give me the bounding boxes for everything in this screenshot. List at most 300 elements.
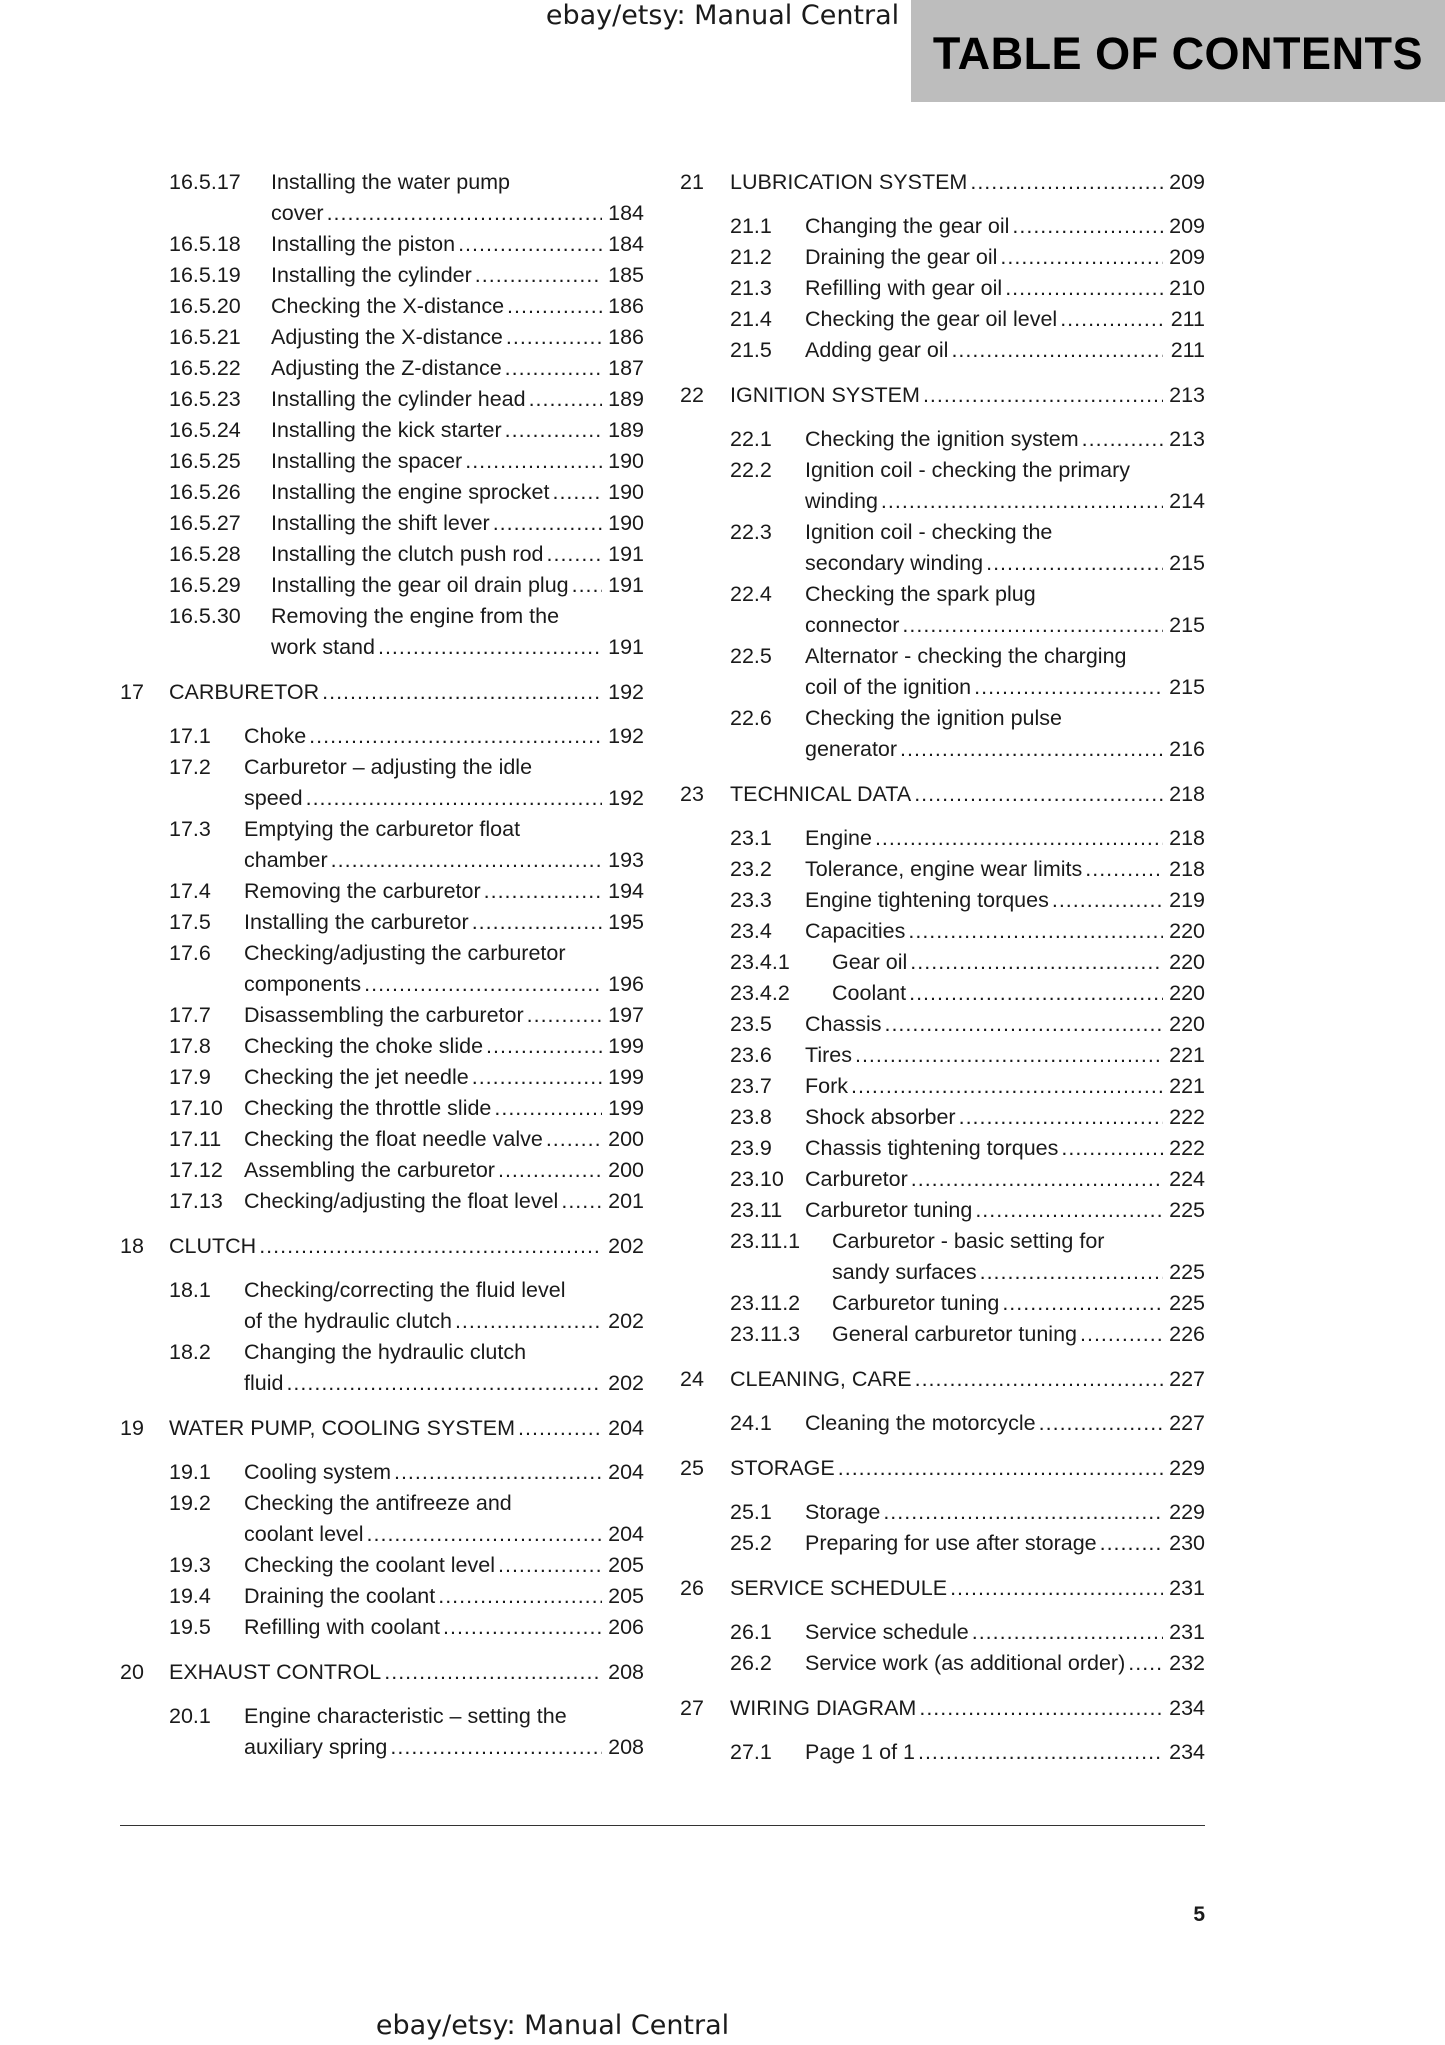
toc-entry-title: connector [805,613,900,637]
toc-entry-page: 225 [1169,1198,1205,1222]
toc-entry-page: 200 [608,1158,644,1182]
toc-entry[interactable] [680,1453,1205,1484]
toc-entry-page: 186 [608,294,644,318]
toc-entry[interactable] [120,539,644,570]
toc-entry-page: 184 [608,201,644,225]
toc-entry[interactable] [680,1408,1205,1439]
toc-entry-page: 189 [608,387,644,411]
toc-leader-dots [908,916,1163,947]
toc-entry[interactable] [680,1226,1205,1288]
toc-leader-dots [527,1000,602,1031]
toc-entry-page: 225 [1169,1291,1205,1315]
toc-entry-page: 218 [1169,782,1205,806]
toc-entry[interactable] [680,1164,1205,1195]
toc-entry-number: 17.10 [169,1096,223,1120]
toc-entry-number: 17.11 [169,1127,222,1151]
toc-entry-number: 17.4 [169,879,211,903]
toc-entry-title: Service schedule [805,1620,969,1644]
toc-entry-number: 21.3 [730,276,772,300]
toc-leader-dots [494,1093,602,1124]
toc-leader-dots [259,1231,602,1262]
toc-entry[interactable] [120,1581,644,1612]
toc-leader-dots [975,1195,1163,1226]
toc-entry[interactable] [680,1617,1205,1648]
toc-leader-dots [875,823,1163,854]
toc-entry-number: 23.1 [730,826,772,850]
toc-entry[interactable] [120,814,644,876]
toc-leader-dots [980,1257,1163,1288]
toc-leader-dots [1039,1408,1163,1439]
toc-entry-title: Checking the choke slide [244,1034,484,1058]
toc-entry-number: 19.3 [169,1553,211,1577]
toc-entry-number: 23.6 [730,1043,772,1067]
toc-entry-number: 22.4 [730,582,772,606]
toc-entry[interactable] [680,579,1205,641]
toc-entry-title: Refilling with coolant [244,1615,440,1639]
toc-entry[interactable] [680,1040,1205,1071]
toc-entry-number: 18.1 [169,1278,211,1302]
toc-entry[interactable] [680,424,1205,455]
toc-entry-title: Chassis [805,1012,882,1036]
toc-entry-number: 25.2 [730,1531,772,1555]
toc-leader-dots [498,1550,602,1581]
toc-entry-title: CARBURETOR [169,680,320,704]
toc-entry-number: 16.5.23 [169,387,241,411]
toc-entry-title: Service work (as additional order) [805,1651,1126,1675]
toc-entry-title: WIRING DIAGRAM [730,1696,917,1720]
toc-entry-number: 23.4.2 [730,981,790,1005]
toc-entry[interactable] [680,1573,1205,1604]
toc-entry[interactable] [680,380,1205,411]
toc-entry-title: Checking the throttle slide [244,1096,492,1120]
toc-leader-dots [914,779,1163,810]
toc-entry[interactable] [120,1337,644,1399]
toc-entry[interactable] [120,167,644,229]
toc-entry-number: 25.1 [730,1500,772,1524]
toc-entry[interactable] [680,885,1205,916]
toc-entry-number: 17.12 [169,1158,223,1182]
toc-entry-page: 220 [1169,919,1205,943]
toc-column-right [680,167,1205,1768]
toc-entry-page: 210 [1169,276,1205,300]
toc-entry-page: 199 [608,1065,644,1089]
toc-entry[interactable] [680,211,1205,242]
toc-entry-title: Coolant [832,981,907,1005]
toc-entry-title: generator [805,737,898,761]
toc-entry[interactable] [120,322,644,353]
toc-entry[interactable] [120,1186,644,1217]
toc-entry[interactable] [120,752,644,814]
toc-entry-title: sandy surfaces [832,1260,977,1284]
toc-entry-page: 215 [1169,675,1205,699]
toc-entry-title: Checking the coolant level [244,1553,495,1577]
toc-entry-page: 209 [1169,170,1205,194]
toc-entry[interactable] [120,415,644,446]
toc-entry-title: Installing the gear oil drain plug [271,573,569,597]
toc-entry-number: 23.11.2 [730,1291,801,1315]
toc-entry-number: 18 [120,1234,144,1258]
toc-entry-title: Ignition coil - checking the primary [805,458,1131,482]
toc-entry[interactable] [120,1550,644,1581]
toc-entry[interactable] [120,1457,644,1488]
toc-entry-page: 227 [1169,1411,1205,1435]
toc-leader-dots [970,167,1163,198]
toc-entry-page: 192 [608,786,644,810]
toc-entry-page: 213 [1169,383,1205,407]
toc-entry-number: 26 [680,1576,704,1600]
toc-entry[interactable] [120,601,644,663]
toc-entry[interactable] [680,1528,1205,1559]
toc-entry-number: 16.5.21 [169,325,241,349]
toc-entry[interactable] [120,229,644,260]
toc-entry-page: 231 [1169,1576,1205,1600]
header-banner [911,0,1445,102]
toc-leader-dots [900,734,1163,765]
toc-entry-title: Engine characteristic – setting the [244,1704,567,1728]
toc-entry-number: 18.2 [169,1340,211,1364]
toc-entry-title: Storage [805,1500,881,1524]
toc-entry[interactable] [680,779,1205,810]
toc-entry[interactable] [680,641,1205,703]
toc-entry[interactable] [680,916,1205,947]
toc-entry-number: 16.5.26 [169,480,241,504]
toc-leader-dots [902,610,1163,641]
toc-leader-dots [322,677,602,708]
toc-entry-number: 23.4 [730,919,772,943]
toc-entry-title: coil of the ignition [805,675,972,699]
toc-leader-dots [910,947,1163,978]
toc-entry-number: 19 [120,1416,144,1440]
toc-entry[interactable] [120,260,644,291]
toc-entry-title: Gear oil [832,950,908,974]
toc-entry-number: 17.7 [169,1003,211,1027]
toc-entry-page: 192 [608,680,644,704]
toc-entry[interactable] [120,446,644,477]
toc-entry-page: 199 [608,1034,644,1058]
toc-leader-dots [855,1040,1163,1071]
toc-entry[interactable] [120,1701,644,1763]
toc-entry[interactable] [680,273,1205,304]
toc-entry[interactable] [120,477,644,508]
toc-entry[interactable] [680,1364,1205,1395]
toc-entry-number: 22.3 [730,520,772,544]
page-number: 5 [1193,1903,1205,1926]
toc-entry-title: CLEANING, CARE [730,1367,912,1391]
toc-entry-page: 194 [608,879,644,903]
toc-entry[interactable] [120,1062,644,1093]
toc-entry-title: IGNITION SYSTEM [730,383,920,407]
toc-leader-dots [498,1155,602,1186]
toc-entry-page: 197 [608,1003,644,1027]
toc-entry-page: 196 [608,972,644,996]
toc-entry-number: 23.8 [730,1105,772,1129]
toc-entry-page: 221 [1169,1043,1205,1067]
toc-entry[interactable] [680,823,1205,854]
toc-entry-page: 190 [608,480,644,504]
toc-entry[interactable] [680,1071,1205,1102]
toc-entry-title: Refilling with gear oil [805,276,1003,300]
toc-entry[interactable] [120,570,644,601]
toc-leader-dots [546,1124,602,1155]
toc-leader-dots [364,969,602,1000]
toc-leader-dots [1128,1648,1163,1679]
toc-entry-page: 195 [608,910,644,934]
toc-entry-title: Carburetor tuning [805,1198,973,1222]
toc-entry-page: 218 [1169,857,1205,881]
toc-entry[interactable] [120,938,644,1000]
toc-entry-title: Checking/correcting the fluid level [244,1278,566,1302]
toc-entry-title: Carburetor – adjusting the idle [244,755,533,779]
toc-entry-title: Chassis tightening torques [805,1136,1059,1160]
toc-entry[interactable] [680,304,1205,335]
toc-entry-page: 206 [608,1615,644,1639]
toc-entry-title: Installing the piston [271,232,456,256]
toc-entry-title: Engine [805,826,872,850]
toc-entry[interactable] [120,677,644,708]
toc-leader-dots [438,1581,602,1612]
toc-entry-number: 16.5.20 [169,294,241,318]
toc-leader-dots [923,380,1163,411]
toc-entry-page: 211 [1170,307,1205,331]
toc-entry[interactable] [120,1000,644,1031]
toc-leader-dots [529,384,602,415]
toc-entry-page: 229 [1169,1456,1205,1480]
toc-entry-page: 200 [608,1127,644,1151]
toc-entry-page: 220 [1169,981,1205,1005]
toc-entry-title: Changing the hydraulic clutch [244,1340,527,1364]
toc-entry[interactable] [680,1009,1205,1040]
toc-entry-number: 27 [680,1696,704,1720]
toc-entry-title: Installing the cylinder head [271,387,526,411]
toc-leader-dots [367,1519,602,1550]
toc-leader-dots [1052,885,1163,916]
toc-entry[interactable] [680,854,1205,885]
toc-leader-dots [505,353,602,384]
toc-entry[interactable] [120,1413,644,1444]
toc-entry-number: 26.2 [730,1651,772,1675]
toc-entry[interactable] [680,1693,1205,1724]
toc-leader-dots [486,1031,602,1062]
toc-leader-dots [838,1453,1163,1484]
toc-entry-number: 17.6 [169,941,211,965]
toc-entry[interactable] [680,703,1205,765]
toc-leader-dots [506,322,602,353]
toc-entry[interactable] [120,384,644,415]
toc-entry[interactable] [680,167,1205,198]
toc-entry-page: 201 [608,1189,644,1213]
toc-entry[interactable] [680,978,1205,1009]
toc-entry-title: Checking the spark plug [805,582,1036,606]
toc-entry-number: 16.5.29 [169,573,241,597]
toc-entry-title: LUBRICATION SYSTEM [730,170,968,194]
toc-entry[interactable] [680,947,1205,978]
toc-entry-title: Preparing for use after storage [805,1531,1097,1555]
toc-entry[interactable] [680,335,1205,366]
toc-entry-number: 19.1 [169,1460,211,1484]
toc-entry-page: 214 [1169,489,1205,513]
toc-entry-title: SERVICE SCHEDULE [730,1576,948,1600]
toc-entry-number: 20 [120,1660,144,1684]
toc-entry-title: Removing the carburetor [244,879,481,903]
toc-entry-title: WATER PUMP, COOLING SYSTEM [169,1416,516,1440]
toc-entry-title: Carburetor - basic setting for [832,1229,1105,1253]
toc-entry[interactable] [120,508,644,539]
toc-entry-page: 222 [1169,1105,1205,1129]
toc-entry-number: 17.8 [169,1034,211,1058]
toc-entry-title: Adding gear oil [805,338,949,362]
toc-entry-page: 220 [1169,950,1205,974]
toc-entry-page: 215 [1169,613,1205,637]
toc-entry[interactable] [680,1102,1205,1133]
toc-leader-dots [959,1102,1163,1133]
toc-entry-number: 17.13 [169,1189,223,1213]
toc-entry-page: 204 [608,1460,644,1484]
toc-entry-number: 22.1 [730,427,772,451]
toc-entry-number: 25 [680,1456,704,1480]
toc-entry-number: 16.5.25 [169,449,241,473]
toc-entry-number: 21.2 [730,245,772,269]
toc-entry[interactable] [120,1488,644,1550]
toc-entry[interactable] [680,1195,1205,1226]
toc-entry-page: 227 [1169,1367,1205,1391]
toc-entry-number: 23.7 [730,1074,772,1098]
toc-leader-dots [851,1071,1163,1102]
toc-entry-title: coolant level [244,1522,364,1546]
toc-entry-number: 16.5.17 [169,170,241,194]
toc-entry[interactable] [120,876,644,907]
toc-entry-number: 23.5 [730,1012,772,1036]
toc-entry-title: Choke [244,724,307,748]
toc-entry-number: 27.1 [730,1740,772,1764]
toc-entry[interactable] [120,1155,644,1186]
toc-entry-title: Checking the float needle valve [244,1127,543,1151]
toc-entry-title: Alternator - checking the charging [805,644,1127,668]
toc-leader-dots [384,1657,602,1688]
toc-entry-page: 205 [608,1584,644,1608]
toc-entry-number: 23.11.1 [730,1229,801,1253]
toc-entry-page: 193 [608,848,644,872]
toc-leader-dots [1061,1133,1163,1164]
toc-entry-title: Installing the kick starter [271,418,502,442]
toc-leader-dots [561,1186,602,1217]
toc-entry-number: 19.4 [169,1584,211,1608]
toc-leader-dots [465,446,602,477]
toc-entry-page: 184 [608,232,644,256]
toc-leader-dots [286,1368,602,1399]
toc-entry[interactable] [120,721,644,752]
toc-entry-title: Tolerance, engine wear limits [805,857,1083,881]
toc-entry-title: secondary winding [805,551,984,575]
toc-leader-dots [915,1364,1163,1395]
toc-entry-title: General carburetor tuning [832,1322,1078,1346]
toc-entry-title: Changing the gear oil [805,214,1010,238]
toc-entry[interactable] [680,242,1205,273]
toc-entry[interactable] [120,1612,644,1643]
toc-entry-page: 191 [608,635,644,659]
toc-entry-page: 234 [1169,1696,1205,1720]
toc-entry-number: 17 [120,680,144,704]
toc-entry-number: 22.2 [730,458,772,482]
toc-entry-page: 192 [608,724,644,748]
toc-entry[interactable] [120,1093,644,1124]
toc-entry-title: winding [805,489,878,513]
toc-entry-page: 205 [608,1553,644,1577]
toc-leader-dots [572,570,602,601]
toc-entry-page: 234 [1169,1740,1205,1764]
toc-leader-dots [1085,854,1163,885]
toc-entry-page: 222 [1169,1136,1205,1160]
toc-leader-dots [919,1693,1163,1724]
toc-entry-title: CLUTCH [169,1234,257,1258]
toc-entry-number: 16.5.18 [169,232,241,256]
toc-entry[interactable] [120,353,644,384]
toc-entry-page: 220 [1169,1012,1205,1036]
toc-entry[interactable] [680,1133,1205,1164]
toc-entry[interactable] [120,907,644,938]
toc-entry[interactable] [680,1737,1205,1768]
toc-entry-page: 202 [608,1234,644,1258]
toc-entry-title: Installing the shift lever [271,511,490,535]
toc-leader-dots [443,1612,602,1643]
toc-leader-dots [1000,242,1163,273]
toc-leader-dots [972,1617,1163,1648]
footer-divider [120,1825,1205,1826]
toc-entry-title: Installing the water pump [271,170,511,194]
toc-entry[interactable] [120,1124,644,1155]
watermark-bottom: ebay/etsy: Manual Central [375,2010,730,2041]
toc-entry-page: 204 [608,1416,644,1440]
toc-entry-title: Adjusting the Z-distance [271,356,502,380]
toc-entry[interactable] [680,517,1205,579]
toc-entry-title: Adjusting the X-distance [271,325,503,349]
toc-leader-dots [306,783,602,814]
toc-entry-title: Removing the engine from the [271,604,560,628]
toc-leader-dots [1002,1288,1163,1319]
toc-entry[interactable] [680,1648,1205,1679]
toc-entry[interactable] [680,1497,1205,1528]
toc-leader-dots [918,1737,1163,1768]
toc-entry[interactable] [680,455,1205,517]
toc-entry-title: cover [271,201,324,225]
toc-leader-dots [950,1573,1163,1604]
toc-entry-page: 216 [1169,737,1205,761]
toc-entry[interactable] [120,1657,644,1688]
toc-entry-number: 23 [680,782,704,806]
toc-entry-title: Assembling the carburetor [244,1158,495,1182]
toc-leader-dots [883,1497,1163,1528]
toc-entry-title: speed [244,786,303,810]
toc-entry[interactable] [120,291,644,322]
toc-entry[interactable] [680,1288,1205,1319]
toc-leader-dots [458,229,602,260]
toc-entry-title: Checking the antifreeze and [244,1491,512,1515]
toc-entry-number: 21.4 [730,307,772,331]
toc-entry-number: 16.5.22 [169,356,241,380]
toc-entry[interactable] [120,1031,644,1062]
toc-entry-title: Emptying the carburetor float [244,817,521,841]
toc-entry-number: 16.5.27 [169,511,241,535]
toc-leader-dots [309,721,602,752]
toc-entry-number: 23.11 [730,1198,783,1222]
toc-entry-page: 221 [1169,1074,1205,1098]
toc-entry[interactable] [120,1231,644,1262]
toc-entry-page: 211 [1170,338,1205,362]
toc-leader-dots [911,1164,1163,1195]
toc-entry-title: Cleaning the motorcycle [805,1411,1036,1435]
toc-entry[interactable] [680,1319,1205,1350]
toc-entry[interactable] [120,1275,644,1337]
toc-leader-dots [974,672,1163,703]
